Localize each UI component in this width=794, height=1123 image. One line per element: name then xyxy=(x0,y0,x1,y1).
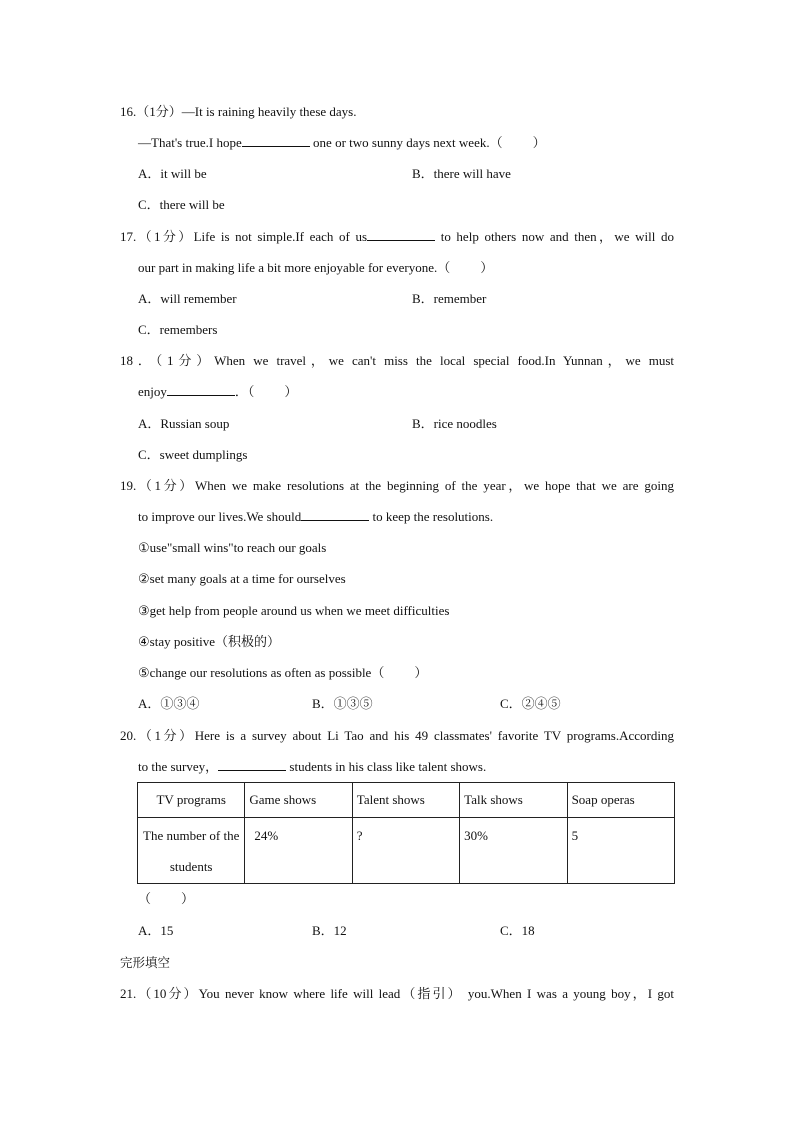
table-cell: 24% xyxy=(245,818,352,884)
q16-stem: 16.（1分）—It is raining heavily these days. xyxy=(120,104,357,119)
q19-stem: 19.（1分）When we make resolutions at the beginning of the year，we hope that we are going xyxy=(120,478,674,493)
q20-stem: 20.（1分）Here is a survey about Li Tao and his 49 classmates' favorite TV programs.According xyxy=(120,728,674,743)
q17-option-c[interactable]: C．remembers xyxy=(138,322,218,337)
q19-item-4: ④stay positive（积极的） xyxy=(138,634,281,649)
table-row xyxy=(138,818,675,884)
q18-stem: 18．（1分）When we travel，we can't miss the local special food.In Yunnan，we must xyxy=(120,353,674,368)
table-header-cell: Game shows xyxy=(245,783,352,818)
q19-blank[interactable] xyxy=(301,508,369,521)
q18-option-a[interactable]: A．Russian soup xyxy=(138,416,230,431)
q19-line2: to improve our lives.We should to keep the resolutions. xyxy=(138,509,494,524)
q17-stem: 17.（1分）Life is not simple.If each of us to help others now and then，we will do xyxy=(120,229,674,244)
q18-option-c[interactable]: C．sweet dumplings xyxy=(138,447,248,462)
q16-blank[interactable] xyxy=(242,134,310,147)
q20-option-b[interactable]: B．12 xyxy=(312,923,347,938)
table-header-cell: TV programs xyxy=(138,783,245,818)
q21-stem: 21.（10分）You never know where life will lead（指引） you.When I was a young boy，I got xyxy=(120,986,674,1001)
q19-option-b[interactable]: B．①③⑤ xyxy=(312,696,373,711)
q18-option-b[interactable]: B．rice noodles xyxy=(412,416,497,431)
q18-blank[interactable] xyxy=(167,383,235,396)
table-cell: 30% xyxy=(460,818,567,884)
table-header-cell: Talent shows xyxy=(352,783,459,818)
q16-option-c[interactable]: C．there will be xyxy=(138,197,225,212)
q17-blank[interactable] xyxy=(367,228,435,241)
q17-option-a[interactable]: A．will remember xyxy=(138,291,237,306)
q19-item-1: ①use"small wins"to reach our goals xyxy=(138,540,327,555)
table-cell: 5 xyxy=(567,818,674,884)
q19-item-3: ③get help from people around us when we meet difficulties xyxy=(138,603,450,618)
q16-option-a[interactable]: A．it will be xyxy=(138,166,207,181)
section-title: 完形填空 xyxy=(120,955,171,970)
table-header-row xyxy=(138,783,675,818)
q17-option-b[interactable]: B．remember xyxy=(412,291,487,306)
q20-option-c[interactable]: C．18 xyxy=(500,923,535,938)
table-header-cell: Soap operas xyxy=(567,783,674,818)
tv-programs-table xyxy=(137,782,675,884)
q16-option-b[interactable]: B．there will have xyxy=(412,166,511,181)
table-header-cell: Talk shows xyxy=(460,783,567,818)
table-row-label: The number of the students xyxy=(138,818,245,884)
q19-item-2: ②set many goals at a time for ourselves xyxy=(138,571,346,586)
q19-item-5: ⑤change our resolutions as often as possible（ ） xyxy=(138,665,428,680)
q18-line2: enjoy ．（ ） xyxy=(138,384,298,399)
q20-paren: （ ） xyxy=(138,891,195,906)
q20-option-a[interactable]: A．15 xyxy=(138,923,174,938)
q19-option-a[interactable]: A．①③④ xyxy=(138,696,200,711)
table-cell: ? xyxy=(352,818,459,884)
q20-line2: to the survey， students in his class like talent shows. xyxy=(138,759,487,774)
q17-line2: our part in making life a bit more enjoyable for everyone.（ ） xyxy=(138,260,494,275)
q19-option-c[interactable]: C．②④⑤ xyxy=(500,696,561,711)
q20-blank[interactable] xyxy=(218,758,286,771)
q16-line2: —That's true.I hope one or two sunny days next week.（ ） xyxy=(138,135,546,150)
